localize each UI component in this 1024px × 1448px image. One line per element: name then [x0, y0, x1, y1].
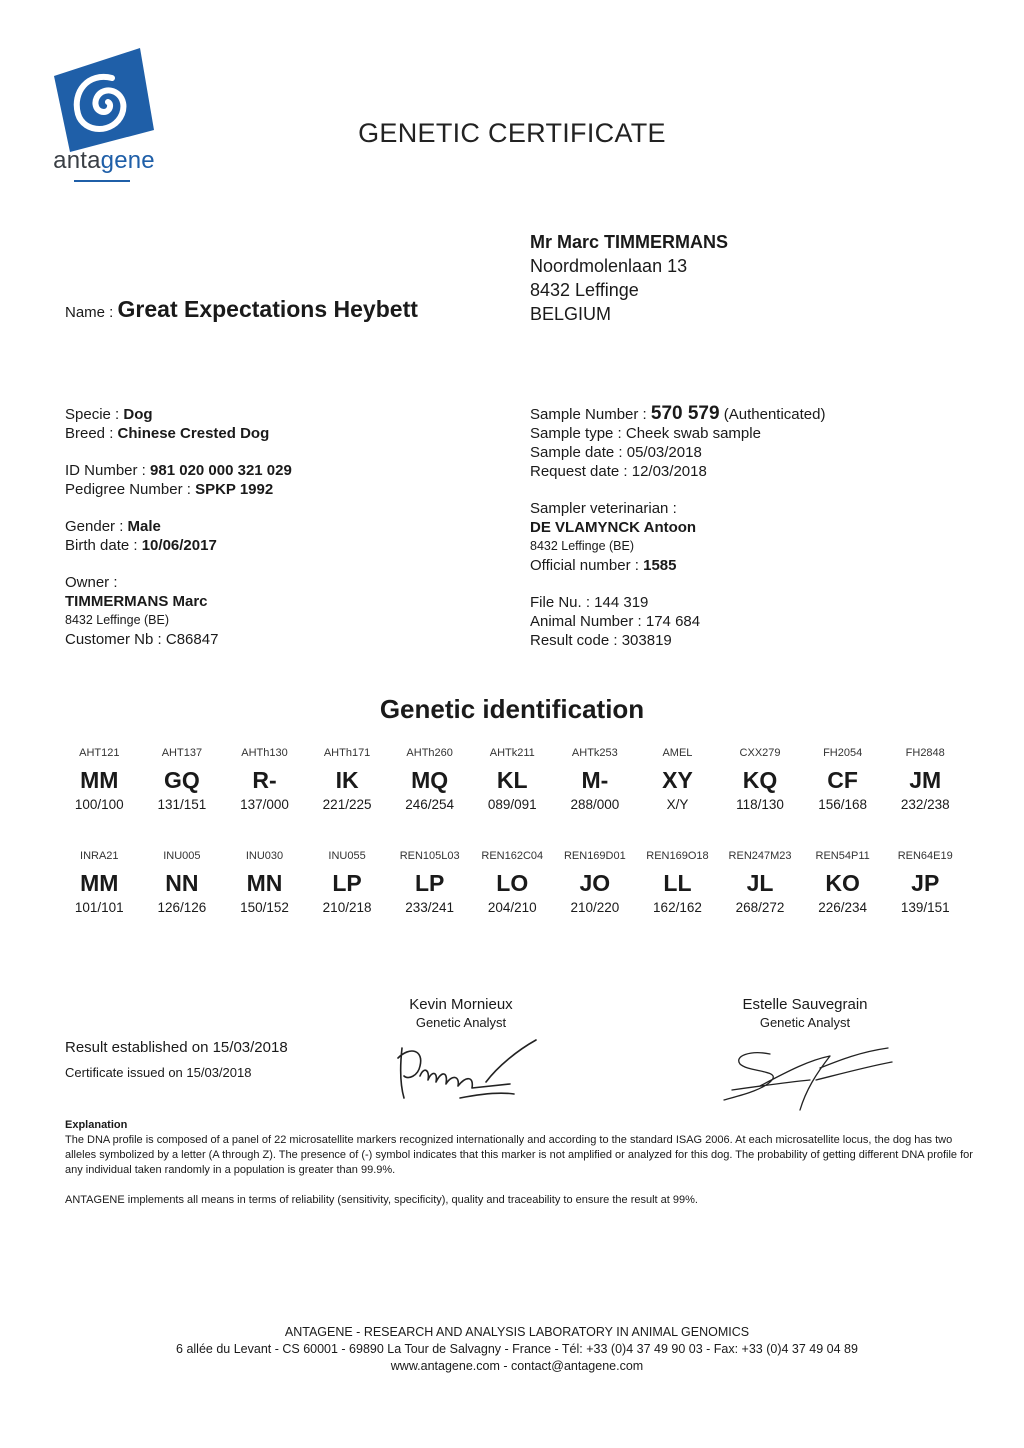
animal-name-line	[65, 296, 418, 323]
marker-name: FH2848	[905, 747, 945, 759]
marker-name: AHTk211	[489, 747, 535, 759]
marker-cell	[58, 747, 141, 815]
explanation-title: Explanation	[65, 1119, 128, 1131]
sample-number-line	[530, 404, 970, 424]
genetic-identification-title: Genetic identification	[379, 694, 645, 724]
marker-alleles: X/Y	[666, 797, 689, 812]
owner-name	[65, 592, 485, 611]
analyst-1	[341, 996, 581, 1030]
marker-alleles: 226/234	[818, 900, 868, 915]
gender-value: Male	[127, 518, 161, 535]
marker-name: INU005	[163, 850, 201, 862]
id-label: ID Number :	[65, 462, 151, 479]
logo-underline	[74, 180, 130, 182]
marker-cell	[884, 747, 967, 815]
marker-cell	[719, 850, 802, 918]
marker-genotype: MM	[80, 870, 119, 896]
marker-cell	[141, 747, 224, 815]
owner-address: 8432 Leffinge (BE)	[65, 613, 170, 627]
marker-cell	[554, 747, 637, 815]
document-title: GENETIC CERTIFICATE	[358, 118, 666, 148]
id-line	[65, 461, 485, 480]
owner-name-value: TIMMERMANS Marc	[65, 593, 208, 610]
marker-genotype: KQ	[742, 767, 778, 793]
marker-genotype: MM	[80, 767, 119, 793]
marker-cell	[801, 747, 884, 815]
vet-label: Sampler veterinarian :	[530, 500, 677, 517]
marker-name: INRA21	[80, 850, 119, 862]
file-number: File Nu. : 144 319	[530, 594, 649, 611]
analyst-2-role: Genetic Analyst	[759, 1015, 851, 1030]
marker-name: AHTh260	[406, 747, 453, 759]
pedigree-line	[65, 480, 485, 499]
footer-line-2: 6 allée du Levant - CS 60001 - 69890 La Tour de Salvagny - France - Tél: +33 (0)4 37 49 90 03 - Fax: +33 (0)4 37 49 04 89	[176, 1342, 858, 1356]
sample-number-note: (Authenticated)	[719, 406, 826, 423]
official-label: Official number :	[530, 557, 644, 574]
breed-label: Breed :	[65, 425, 118, 442]
marker-genotype: JP	[911, 870, 940, 896]
analyst-2	[685, 996, 925, 1030]
marker-alleles: 118/130	[736, 797, 784, 812]
recipient-name: Mr Marc TIMMERMANS	[530, 232, 729, 252]
marker-name: FH2054	[823, 747, 863, 759]
marker-name: AHTh130	[241, 747, 288, 759]
marker-alleles: 210/220	[570, 900, 620, 915]
signature-icon	[390, 1036, 540, 1106]
marker-cell	[306, 850, 389, 918]
recipient-address	[530, 230, 728, 326]
marker-genotype: XY	[662, 767, 693, 793]
vet-name	[530, 518, 970, 537]
specie-line	[65, 405, 485, 424]
marker-cell	[636, 747, 719, 815]
marker-genotype: KL	[496, 767, 528, 793]
pedigree-label: Pedigree Number :	[65, 481, 196, 498]
marker-genotype: IK	[335, 767, 359, 793]
marker-genotype: LP	[414, 870, 445, 896]
marker-alleles: 288/000	[570, 797, 620, 812]
marker-alleles: 204/210	[487, 900, 537, 915]
marker-alleles: 268/272	[735, 900, 785, 915]
marker-alleles: 137/000	[240, 797, 289, 812]
marker-name: AHT121	[79, 747, 120, 759]
logo-wordmark	[48, 147, 160, 175]
marker-cell	[388, 747, 471, 815]
analyst-1-role: Genetic Analyst	[415, 1015, 507, 1030]
marker-genotype: MQ	[411, 767, 449, 793]
marker-genotype: LP	[332, 870, 362, 896]
specie-value: Dog	[123, 406, 153, 423]
pedigree-value: SPKP 1992	[195, 481, 274, 498]
request-date: Request date : 12/03/2018	[530, 463, 707, 480]
marker-cell	[223, 747, 306, 815]
marker-name: REN64E19	[897, 850, 953, 862]
sample-date: Sample date : 05/03/2018	[530, 444, 702, 461]
animal-details	[65, 405, 485, 649]
sample-details	[530, 404, 970, 650]
marker-alleles: 131/151	[157, 797, 207, 812]
marker-genotype: JM	[909, 767, 942, 793]
sample-number-label: Sample Number :	[530, 406, 651, 423]
explanation-paragraph-2: ANTAGENE implements all means in terms of reliability (sensitivity, specificity), quality and traceability to ensure the result at 99%.	[65, 1194, 698, 1206]
owner-label: Owner :	[65, 574, 118, 591]
marker-alleles: 210/218	[322, 900, 372, 915]
sample-type: Sample type : Cheek swab sample	[530, 425, 761, 442]
analyst-2-name: Estelle Sauvegrain	[742, 996, 868, 1013]
marker-genotype: JO	[579, 870, 611, 896]
explanation-paragraph-1: The DNA profile is composed of a panel of 22 microsatellite markers recognized internationally and according to the standard ISAG 2006. At each microsatellite locus, the dog has two alleles symbolized by a letter (A through Z). The presence of (-) symbol indicates that this marker is not amplified or analyzed for this dog. The probability of getting different DNA profile for any individual taken randomly in a population is greater than 99.9%.	[65, 1134, 973, 1176]
official-line	[530, 556, 970, 575]
marker-cell	[471, 747, 554, 815]
marker-name: REN54P11	[815, 850, 870, 862]
analyst-1-name: Kevin Mornieux	[409, 996, 513, 1013]
footer	[0, 1324, 1024, 1375]
marker-alleles: 089/091	[487, 797, 537, 812]
marker-alleles: 233/241	[405, 900, 455, 915]
id-value: 981 020 000 321 029	[150, 462, 292, 479]
animal-number: Animal Number : 174 684	[530, 613, 701, 630]
recipient-street: Noordmolenlaan 13	[530, 256, 688, 276]
marker-name: INU055	[328, 850, 366, 862]
birth-value: 10/06/2017	[141, 537, 217, 554]
marker-name: REN169D01	[563, 850, 626, 862]
marker-genotype: LO	[496, 870, 529, 896]
marker-cell	[471, 850, 554, 918]
marker-name: REN169O18	[646, 850, 709, 862]
logo-text-part2: gene	[100, 147, 155, 174]
marker-cell	[58, 850, 141, 918]
marker-alleles: 221/225	[322, 797, 372, 812]
marker-alleles: 139/151	[900, 900, 950, 915]
gender-label: Gender :	[65, 518, 128, 535]
signature-icon	[720, 1040, 895, 1112]
specie-label: Specie :	[65, 406, 124, 423]
marker-alleles: 232/238	[900, 797, 950, 812]
marker-genotype: JL	[746, 870, 774, 896]
breed-value: Chinese Crested Dog	[117, 425, 270, 442]
animal-name-label: Name :	[65, 304, 118, 321]
marker-name: INU030	[245, 850, 284, 862]
birth-label: Birth date :	[65, 537, 142, 554]
marker-name: AMEL	[662, 747, 693, 759]
marker-row-2	[58, 850, 1008, 918]
marker-name: AHT137	[161, 747, 203, 759]
logo-text-part1: anta	[53, 147, 101, 174]
customer-number: Customer Nb : C86847	[65, 631, 219, 648]
marker-row-1	[58, 747, 1008, 815]
marker-cell	[388, 850, 471, 918]
marker-cell	[306, 747, 389, 815]
marker-cell	[223, 850, 306, 918]
marker-cell	[636, 850, 719, 918]
footer-line-3: www.antagene.com - contact@antagene.com	[390, 1359, 644, 1373]
marker-genotype: CF	[827, 767, 858, 793]
marker-alleles: 246/254	[405, 797, 455, 812]
marker-cell	[554, 850, 637, 918]
marker-name: AHTh171	[323, 747, 371, 759]
marker-cell	[719, 747, 802, 815]
marker-genotype: NN	[165, 870, 199, 896]
marker-alleles: 101/101	[74, 900, 124, 915]
marker-name: REN105L03	[399, 850, 460, 862]
footer-line-1: ANTAGENE - RESEARCH AND ANALYSIS LABORATORY IN ANIMAL GENOMICS	[284, 1325, 750, 1339]
gender-line	[65, 517, 485, 536]
result-code: Result code : 303819	[530, 632, 672, 649]
marker-alleles: 100/100	[74, 797, 124, 812]
marker-genotype: LL	[663, 870, 692, 896]
marker-genotype: GQ	[164, 767, 200, 793]
birth-line	[65, 536, 485, 555]
vet-address: 8432 Leffinge (BE)	[530, 539, 635, 553]
marker-alleles: 150/152	[240, 900, 289, 915]
marker-alleles: 126/126	[157, 900, 207, 915]
official-value: 1585	[643, 557, 677, 574]
recipient-city: 8432 Leffinge	[530, 280, 639, 300]
marker-cell	[801, 850, 884, 918]
sample-number: 570 579	[650, 403, 720, 424]
marker-alleles: 162/162	[653, 900, 702, 915]
vet-name-value: DE VLAMYNCK Antoon	[530, 519, 697, 536]
marker-genotype: MN	[246, 870, 283, 896]
marker-alleles: 156/168	[818, 797, 868, 812]
marker-genotype: M-	[581, 767, 609, 793]
marker-genotype: KO	[825, 870, 860, 896]
marker-name: REN247M23	[728, 850, 792, 862]
marker-cell	[884, 850, 967, 918]
explanation	[65, 1118, 975, 1208]
marker-genotype: R-	[252, 767, 277, 793]
marker-name: REN162C04	[481, 850, 544, 862]
animal-name: Great Expectations Heybett	[117, 296, 418, 322]
marker-cell	[141, 850, 224, 918]
certificate-issued: Certificate issued on 15/03/2018	[65, 1065, 252, 1080]
recipient-country: BELGIUM	[530, 304, 612, 324]
marker-name: AHTk253	[571, 747, 618, 759]
result-established: Result established on 15/03/2018	[65, 1039, 288, 1056]
marker-name: CXX279	[739, 747, 781, 759]
breed-line	[65, 424, 485, 443]
